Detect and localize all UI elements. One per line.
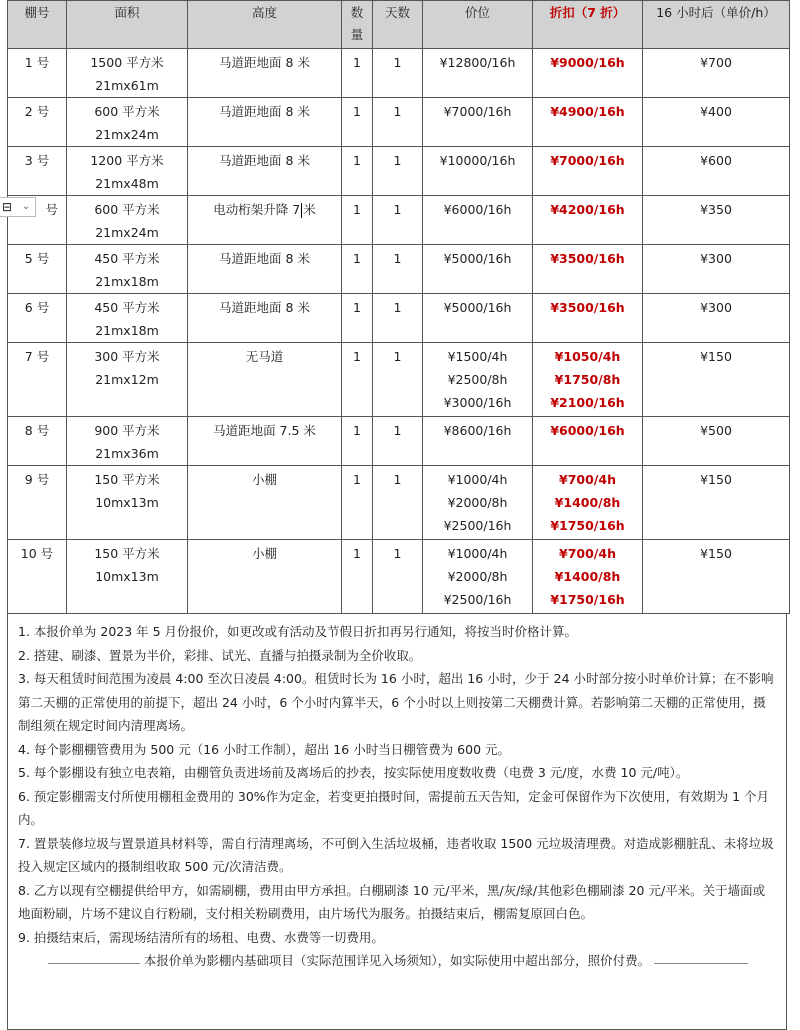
area-size: 600 平方米 xyxy=(94,104,160,119)
note-item: 9. 拍摄结束后，需现场结清所有的场租、电费、水费等一切费用。 xyxy=(18,929,384,945)
cell-days: 1 xyxy=(373,245,423,294)
cell-days: 1 xyxy=(373,417,423,466)
cell-stage: 1 号 xyxy=(8,49,67,98)
note-item: 4. 每个影棚棚管费用为 500 元（16 小时工作制），超出 16 小时当日棚管费为 600 元。 xyxy=(18,741,510,757)
cell-height: 马道距地面 8 米 xyxy=(188,294,342,343)
price-line: ¥10000/16h xyxy=(439,153,516,168)
price-sheet xyxy=(7,0,789,1030)
discount-line: ¥700/4h xyxy=(559,546,616,561)
price-line: ¥12800/16h xyxy=(439,55,516,70)
height-text-unit: 米 xyxy=(303,202,316,217)
cell-discount xyxy=(533,343,643,417)
price-line: ¥5000/16h xyxy=(443,251,512,266)
note-item: 8. 乙方以现有空棚提供给甲方，如需刷棚，费用由甲方承担。白棚刷漆 10 元/平米，黑/灰/绿/其他彩色棚刷漆 20 元/平米。关于墙面或地面粉刷，片场不建议自行粉刷，支付相关粉刷费用，由片场代为服务。拍摄结束后，棚需复原回白色。 xyxy=(18,882,766,921)
area-dims: 21mx12m xyxy=(95,372,159,387)
discount-line: ¥1750/16h xyxy=(550,518,625,533)
note-item: 5. 每个影棚设有独立电表箱，由棚管负责进场前及离场后的抄表，按实际使用度数收费（电费 3 元/度，水费 10 元/吨）。 xyxy=(18,765,689,780)
area-dims: 21mx61m xyxy=(95,78,159,93)
cell-height: 马道距地面 8 米 xyxy=(188,98,342,147)
price-table xyxy=(7,0,790,614)
cell-days: 1 xyxy=(373,98,423,147)
cell-overtime: ¥300 xyxy=(643,245,790,294)
header-price: 价位 xyxy=(423,1,533,49)
cell-qty: 1 xyxy=(342,147,373,196)
price-line: ¥6000/16h xyxy=(443,202,512,217)
header-stage: 棚号 xyxy=(8,1,67,49)
discount-line: ¥4200/16h xyxy=(550,202,625,217)
cell-qty: 1 xyxy=(342,540,373,614)
table-row xyxy=(8,245,790,294)
price-line: ¥8600/16h xyxy=(443,423,512,438)
cell-area xyxy=(67,245,188,294)
cell-height: 马道距地面 8 米 xyxy=(188,49,342,98)
footer-text: 本报价单为影棚内基础项目（实际范围详见入场须知），如实际使用中超出部分，照价付费。 xyxy=(140,953,654,968)
cell-area xyxy=(67,294,188,343)
area-dims: 10mx13m xyxy=(95,569,159,584)
area-dims: 21mx24m xyxy=(95,127,159,142)
cell-overtime: ¥700 xyxy=(643,49,790,98)
table-row xyxy=(8,49,790,98)
cell-discount xyxy=(533,98,643,147)
cell-qty: 1 xyxy=(342,49,373,98)
price-line: ¥1000/4h xyxy=(447,472,508,487)
cell-days: 1 xyxy=(373,196,423,245)
table-row xyxy=(8,540,790,614)
area-size: 600 平方米 xyxy=(94,202,160,217)
footer-note xyxy=(8,949,786,977)
cell-days: 1 xyxy=(373,540,423,614)
cell-price xyxy=(423,294,533,343)
header-qty xyxy=(342,1,373,49)
cell-days: 1 xyxy=(373,466,423,540)
table-row xyxy=(8,294,790,343)
price-line: ¥1000/4h xyxy=(447,546,508,561)
note-item: 1. 本报价单为 2023 年 5 月份报价，如更改或有活动及节假日折扣再另行通知，将按当时价格计算。 xyxy=(18,624,578,639)
discount-line: ¥3500/16h xyxy=(550,251,625,266)
cell-overtime: ¥400 xyxy=(643,98,790,147)
cell-discount xyxy=(533,417,643,466)
cell-qty: 1 xyxy=(342,466,373,540)
area-dims: 10mx13m xyxy=(95,495,159,510)
discount-line: ¥1400/8h xyxy=(554,495,621,510)
price-line: ¥7000/16h xyxy=(443,104,512,119)
price-line: ¥2500/16h xyxy=(443,518,512,533)
cell-height: 马道距地面 7.5 米 xyxy=(188,417,342,466)
cell-price xyxy=(423,245,533,294)
cell-height: 无马道 xyxy=(188,343,342,417)
discount-line: ¥1750/16h xyxy=(550,592,625,607)
discount-line: ¥9000/16h xyxy=(550,55,625,70)
cell-area xyxy=(67,147,188,196)
discount-line: ¥7000/16h xyxy=(550,153,625,168)
note-item: 3. 每天租赁时间范围为凌晨 4:00 至次日凌晨 4:00。租赁时长为 16 小时，超出 16 小时，少于 24 小时部分按小时单价计算；在不影响第二天棚的正常使用的前提下，超出 24 小时，6 个小时内算半天，6 个小时以上则按第二天棚费计算。若影响第二天棚的正常使用，摄制组须在规定时间内清理离场。 xyxy=(18,671,774,733)
cell-days: 1 xyxy=(373,49,423,98)
header-discount: 折扣（7 折） xyxy=(533,1,643,49)
price-line: ¥2000/8h xyxy=(447,569,508,584)
cell-area xyxy=(67,343,188,417)
cell-qty: 1 xyxy=(342,196,373,245)
header-days: 天数 xyxy=(373,1,423,49)
table-row xyxy=(8,147,790,196)
cell-overtime: ¥150 xyxy=(643,343,790,417)
area-size: 1200 平方米 xyxy=(90,153,164,168)
note-item: 2. 搭建、刷漆、置景为半价，彩排、试光、直播与拍摄录制为全价收取。 xyxy=(18,647,422,663)
area-dims: 21mx18m xyxy=(95,274,159,289)
area-size: 150 平方米 xyxy=(94,546,160,561)
discount-line: ¥1750/8h xyxy=(554,372,621,387)
cell-overtime: ¥350 xyxy=(643,196,790,245)
cell-price xyxy=(423,343,533,417)
cell-price xyxy=(423,147,533,196)
notes-section xyxy=(7,614,787,1030)
cell-overtime: ¥300 xyxy=(643,294,790,343)
price-line: ¥2500/16h xyxy=(443,592,512,607)
price-line: ¥2500/8h xyxy=(447,372,508,387)
cell-discount xyxy=(533,540,643,614)
cell-stage: 号 xyxy=(8,196,67,245)
cell-price xyxy=(423,98,533,147)
cell-days: 1 xyxy=(373,343,423,417)
cell-price xyxy=(423,49,533,98)
table-grid-icon: ⊟ xyxy=(2,200,13,214)
cell-height xyxy=(188,196,342,245)
table-row xyxy=(8,98,790,147)
cell-area xyxy=(67,417,188,466)
cell-price xyxy=(423,466,533,540)
note-item: 7. 置景装修垃圾与置景道具材料等，需自行清理离场，不可倒入生活垃圾桶，违者收取 1500 元垃圾清理费。对造成影棚脏乱、未将垃圾投入规定区域内的摄制组收取 500 元/次清洁费。 xyxy=(18,835,774,874)
cell-stage: 7 号 xyxy=(8,343,67,417)
cell-overtime: ¥600 xyxy=(643,147,790,196)
area-dims: 21mx48m xyxy=(95,176,159,191)
note-item: 6. 预定影棚需支付所使用棚租金费用的 30%作为定金，若变更拍摄时间，需提前五天告知，定金可保留作为下次使用，有效期为 1 个月内。 xyxy=(18,788,770,827)
area-size: 450 平方米 xyxy=(94,251,160,266)
table-row xyxy=(8,343,790,417)
area-size: 450 平方米 xyxy=(94,300,160,315)
table-row xyxy=(8,196,790,245)
cell-days: 1 xyxy=(373,294,423,343)
cell-height: 马道距地面 8 米 xyxy=(188,147,342,196)
cell-discount xyxy=(533,466,643,540)
discount-line: ¥6000/16h xyxy=(550,423,625,438)
price-line: ¥5000/16h xyxy=(443,300,512,315)
price-line: ¥1500/4h xyxy=(447,349,508,364)
discount-line: ¥700/4h xyxy=(559,472,616,487)
cell-height: 马道距地面 8 米 xyxy=(188,245,342,294)
cell-discount xyxy=(533,294,643,343)
cell-overtime: ¥500 xyxy=(643,417,790,466)
cell-qty: 1 xyxy=(342,294,373,343)
header-qty-line1: 数 xyxy=(350,5,364,20)
discount-line: ¥4900/16h xyxy=(550,104,625,119)
cell-stage: 5 号 xyxy=(8,245,67,294)
cell-stage: 9 号 xyxy=(8,466,67,540)
cell-price xyxy=(423,417,533,466)
cell-qty: 1 xyxy=(342,245,373,294)
cell-area xyxy=(67,49,188,98)
cell-qty: 1 xyxy=(342,343,373,417)
area-size: 300 平方米 xyxy=(94,349,160,364)
discount-line: ¥3500/16h xyxy=(550,300,625,315)
cell-area xyxy=(67,540,188,614)
cell-overtime: ¥150 xyxy=(643,466,790,540)
cell-days: 1 xyxy=(373,147,423,196)
cell-stage: 2 号 xyxy=(8,98,67,147)
cell-stage: 10 号 xyxy=(8,540,67,614)
cell-area xyxy=(67,466,188,540)
cell-overtime: ¥150 xyxy=(643,540,790,614)
cell-stage: 8 号 xyxy=(8,417,67,466)
cell-price xyxy=(423,540,533,614)
price-line: ¥3000/16h xyxy=(443,395,512,410)
cell-area xyxy=(67,196,188,245)
cell-discount xyxy=(533,49,643,98)
header-area: 面积 xyxy=(67,1,188,49)
price-line: ¥2000/8h xyxy=(447,495,508,510)
cell-qty: 1 xyxy=(342,417,373,466)
discount-line: ¥2100/16h xyxy=(550,395,625,410)
header-height: 高度 xyxy=(188,1,342,49)
header-overtime: 16 小时后（单价/h） xyxy=(643,1,790,49)
header-row xyxy=(8,1,790,49)
area-size: 150 平方米 xyxy=(94,472,160,487)
cell-discount xyxy=(533,196,643,245)
header-qty-line2: 量 xyxy=(350,27,364,42)
cell-discount xyxy=(533,245,643,294)
area-dims: 21mx36m xyxy=(95,446,159,461)
cell-stage: 3 号 xyxy=(8,147,67,196)
cell-stage: 6 号 xyxy=(8,294,67,343)
table-row xyxy=(8,417,790,466)
discount-line: ¥1050/4h xyxy=(554,349,621,364)
height-text: 电动桁架升降 7 xyxy=(213,202,301,217)
table-row-handle[interactable] xyxy=(0,197,36,217)
chevron-down-icon: ⌄ xyxy=(22,201,31,212)
cell-price xyxy=(423,196,533,245)
table-row xyxy=(8,466,790,540)
cell-height: 小棚 xyxy=(188,466,342,540)
discount-line: ¥1400/8h xyxy=(554,569,621,584)
cell-qty: 1 xyxy=(342,98,373,147)
cell-height: 小棚 xyxy=(188,540,342,614)
area-dims: 21mx18m xyxy=(95,323,159,338)
cell-area xyxy=(67,98,188,147)
cell-discount xyxy=(533,147,643,196)
area-size: 1500 平方米 xyxy=(90,55,164,70)
area-dims: 21mx24m xyxy=(95,225,159,240)
area-size: 900 平方米 xyxy=(94,423,160,438)
